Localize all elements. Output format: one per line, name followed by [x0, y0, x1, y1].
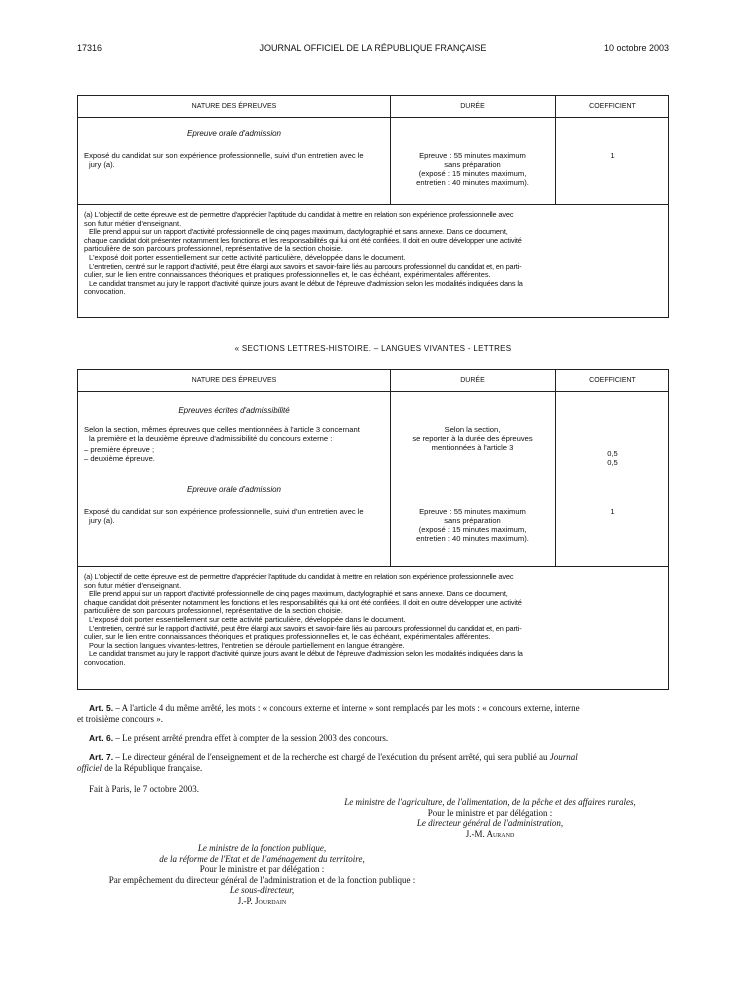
note-line: (a) L'objectif de cette épreuve est de permettre d'apprécier l'aptitude du candidat à mettre en relation son expérience professionnelle avec: [84, 572, 514, 581]
note-line: Elle prend appui sur un rapport d'activité professionnelle de cinq pages maximum, dactylographié et sans annexe. Dans ce document,: [89, 589, 508, 599]
col-nature-header: NATURE DES ÉPREUVES: [191, 377, 277, 384]
note-line: L'exposé doit porter essentiellement sur cette activité particulière, développée dans le document.: [89, 614, 406, 624]
note-line: chaque candidat doit présenter notamment les fonctions et les responsabilités qui lui ont été confiées. Il doit en outre développer une activité: [84, 235, 522, 245]
article-5-label: Art. 5.: [89, 703, 114, 713]
note-line: Le candidat transmet au jury le rapport d'activité quinze jours avant le début de l'épreuve d'admission selon les modalités indiquées dans la: [89, 649, 523, 659]
column-divider: [555, 96, 556, 204]
note-line: son futur métier d'enseignant.: [84, 218, 182, 228]
table-1-notes: [78, 204, 668, 297]
written-exam-description: Selon la section, mêmes épreuves que celles mentionnées à l'article 3 concernant la première et la deuxième épreuve d'admissibilité du concours externe : – première épreuve ; – deuxième épreuve.: [84, 425, 360, 463]
note-line: son futur métier d'enseignant.: [84, 580, 182, 590]
oral-exam-coefficient: 1: [610, 507, 615, 516]
publication-date: 10 octobre 2003: [603, 43, 669, 53]
col-duree-header: DURÉE: [460, 377, 485, 384]
oral-exam-duration: Epreuve : 55 minutes maximum sans préparation (exposé : 15 minutes maximum, entretien : 40 minutes maximum).: [416, 507, 529, 543]
col-duree-header: DURÉE: [460, 103, 485, 110]
written-exam-title: Epreuves écrites d'admissibilité: [178, 406, 290, 415]
journal-title: JOURNAL OFFICIEL DE LA RÉPUBLIQUE FRANÇAISE: [259, 43, 487, 53]
page-header: [77, 43, 669, 57]
table-header-row: [78, 370, 668, 392]
note-line: L'entretien, centré sur le rapport d'activité, peut être élargi aux savoirs et savoir-faire liés au parcours professionnel du candidat et, en parti-: [89, 261, 522, 271]
signature-block-fonction-publique: Le ministre de la fonction publique, de la réforme de l'Etat et de l'aménagement du territoire, Pour le ministre et par délégation : Par empêchement du directeur général de l'administration et de la fonction publique : Le sous-directeur, J.-P. Jourdain: [77, 843, 447, 906]
note-line: L'entretien, centré sur le rapport d'activité, peut être élargi aux savoirs et savoir-faire liés au parcours professionnel du candidat et, en parti-: [89, 623, 522, 633]
column-divider: [555, 370, 556, 566]
note-line: particulière de son parcours professionnel, représentative de la section choisie.: [84, 606, 343, 616]
article-7-label: Art. 7.: [89, 752, 114, 762]
article-7: Art. 7. – Le directeur général de l'enseignement et de la recherche est chargé de l'exécution du présent arrêté, qui sera publié au Journal officiel de la République française.: [77, 752, 578, 773]
fait-a-paris: Fait à Paris, le 7 octobre 2003.: [89, 784, 199, 794]
signatory-name: J.-M. Aurand: [465, 828, 515, 839]
note-line: Elle prend appui sur un rapport d'activité professionnelle de cinq pages maximum, dactylographié et sans annexe. Dans ce document,: [89, 227, 508, 237]
oral-exam-description: Exposé du candidat sur son expérience professionnelle, suivi d'un entretien avec le jury (a).: [84, 507, 364, 525]
col-nature-header: NATURE DES ÉPREUVES: [191, 103, 277, 110]
table-header-row: [78, 96, 668, 118]
note-line: (a) L'objectif de cette épreuve est de permettre d'apprécier l'aptitude du candidat à mettre en relation son expérience professionnelle avec: [84, 210, 514, 219]
exam-table-2: [77, 369, 669, 690]
note-line: convocation.: [84, 287, 126, 297]
signatory-name: J.-P. Jourdain: [237, 895, 287, 906]
note-line: Le candidat transmet au jury le rapport d'activité quinze jours avant le début de l'épreuve d'admission selon les modalités indiquées dans la: [89, 278, 523, 288]
article-5: Art. 5. – A l'article 4 du même arrêté, les mots : « concours externe et interne » sont remplacés par les mots : « concours externe, interne et troisième concours ».: [77, 703, 580, 724]
page-number: 17316: [77, 43, 103, 53]
col-coef-header: COEFFICIENT: [589, 377, 636, 384]
note-line: convocation.: [84, 657, 126, 667]
note-line: L'exposé doit porter essentiellement sur cette activité particulière, développée dans le document.: [89, 252, 406, 262]
written-exam-duration: Selon la section, se reporter à la durée des épreuves mentionnées à l'article 3: [412, 425, 533, 452]
oral-exam-duration: Epreuve : 55 minutes maximum sans préparation (exposé : 15 minutes maximum, entretien : 40 minutes maximum).: [416, 151, 529, 187]
note-line: culier, sur le lien entre connaissances théoriques et pratiques professionnelles et, le cas échéant, expérimentales afférentes.: [84, 270, 491, 280]
article-6: Art. 6. – Le présent arrêté prendra effet à compter de la session 2003 des concours.: [89, 733, 389, 743]
signature-block-agriculture: Le ministre de l'agriculture, de l'alimentation, de la pêche et des affaires rurales, Pour le ministre et par délégation : Le directeur général de l'administration, J.-M. Aurand: [305, 797, 675, 839]
oral-exam-coefficient: 1: [610, 151, 615, 160]
section-heading: « SECTIONS LETTRES-HISTOIRE. – LANGUES VIVANTES - LETTRES: [234, 344, 512, 353]
exam-table-1: [77, 95, 669, 318]
note-line: culier, sur le lien entre connaissances théoriques et pratiques professionnelles et, le cas échéant, expérimentales afférentes.: [84, 632, 491, 642]
oral-exam-title: Epreuve orale d'admission: [186, 129, 282, 138]
col-coef-header: COEFFICIENT: [589, 103, 636, 110]
note-line: particulière de son parcours professionnel, représentative de la section choisie.: [84, 244, 343, 254]
article-6-label: Art. 6.: [89, 733, 114, 743]
column-divider: [390, 96, 391, 204]
oral-exam-description: Exposé du candidat sur son expérience professionnelle, suivi d'un entretien avec le jury (a).: [84, 151, 364, 169]
note-line: Pour la section langues vivantes-lettres, l'entretien se déroule partiellement en langue étrangère.: [89, 640, 405, 650]
oral-exam-title: Epreuve orale d'admission: [186, 485, 282, 494]
written-exam-coefficients: 0,5 0,5: [607, 449, 618, 467]
table-2-notes: [78, 566, 668, 668]
note-line: chaque candidat doit présenter notamment les fonctions et les responsabilités qui lui ont été confiées. Il doit en outre développer une activité: [84, 597, 522, 607]
